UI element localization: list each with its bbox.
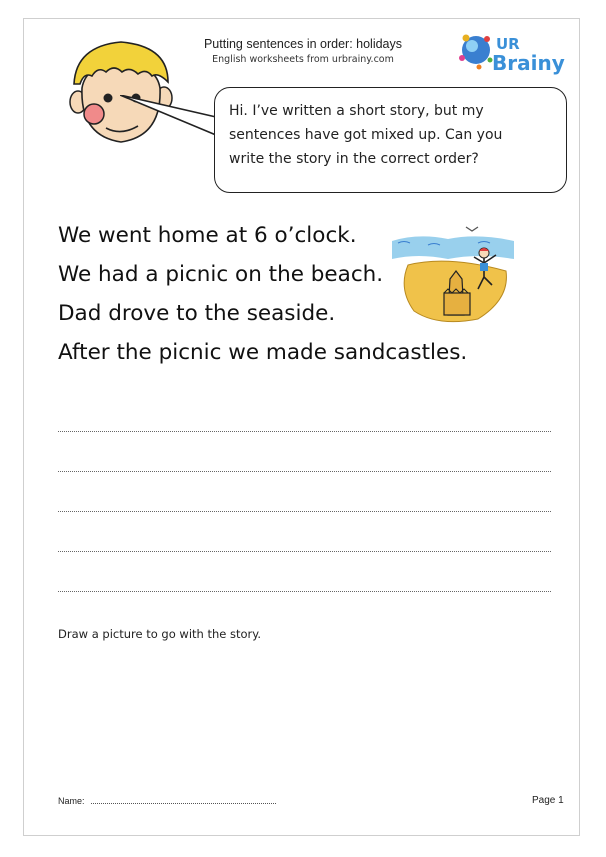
writing-line[interactable]: [58, 511, 551, 512]
name-field[interactable]: [58, 796, 276, 806]
worksheet-title: Putting sentences in order: holidays: [203, 37, 403, 51]
urbrainy-logo: [454, 28, 574, 76]
page-number: Page 1: [532, 795, 564, 806]
bubble-line: Hi. I’ve written a short story, but my: [229, 103, 484, 119]
name-label: Name:: [58, 796, 85, 806]
logo-ur-text: UR: [496, 35, 520, 53]
sentence-2: We had a picnic on the beach.: [58, 262, 384, 287]
sentence-3: Dad drove to the seaside.: [58, 301, 336, 326]
bubble-line: sentences have got mixed up. Can you: [229, 127, 503, 143]
sentence-4: After the picnic we made sandcastles.: [58, 340, 468, 365]
name-dotted-line[interactable]: [91, 802, 276, 804]
writing-line[interactable]: [58, 471, 551, 472]
beach-sandcastle-illustration: [388, 219, 518, 329]
speech-bubble: [214, 87, 567, 193]
bubble-line: write the story in the correct order?: [229, 151, 479, 167]
writing-line[interactable]: [58, 431, 551, 432]
drawing-instruction: Draw a picture to go with the story.: [58, 627, 262, 641]
sentence-1: We went home at 6 o’clock.: [58, 223, 357, 248]
writing-line[interactable]: [58, 551, 551, 552]
logo-brainy-text: Brainy: [492, 51, 565, 75]
worksheet-subtitle: English worksheets from urbrainy.com: [212, 54, 394, 65]
writing-line[interactable]: [58, 591, 551, 592]
